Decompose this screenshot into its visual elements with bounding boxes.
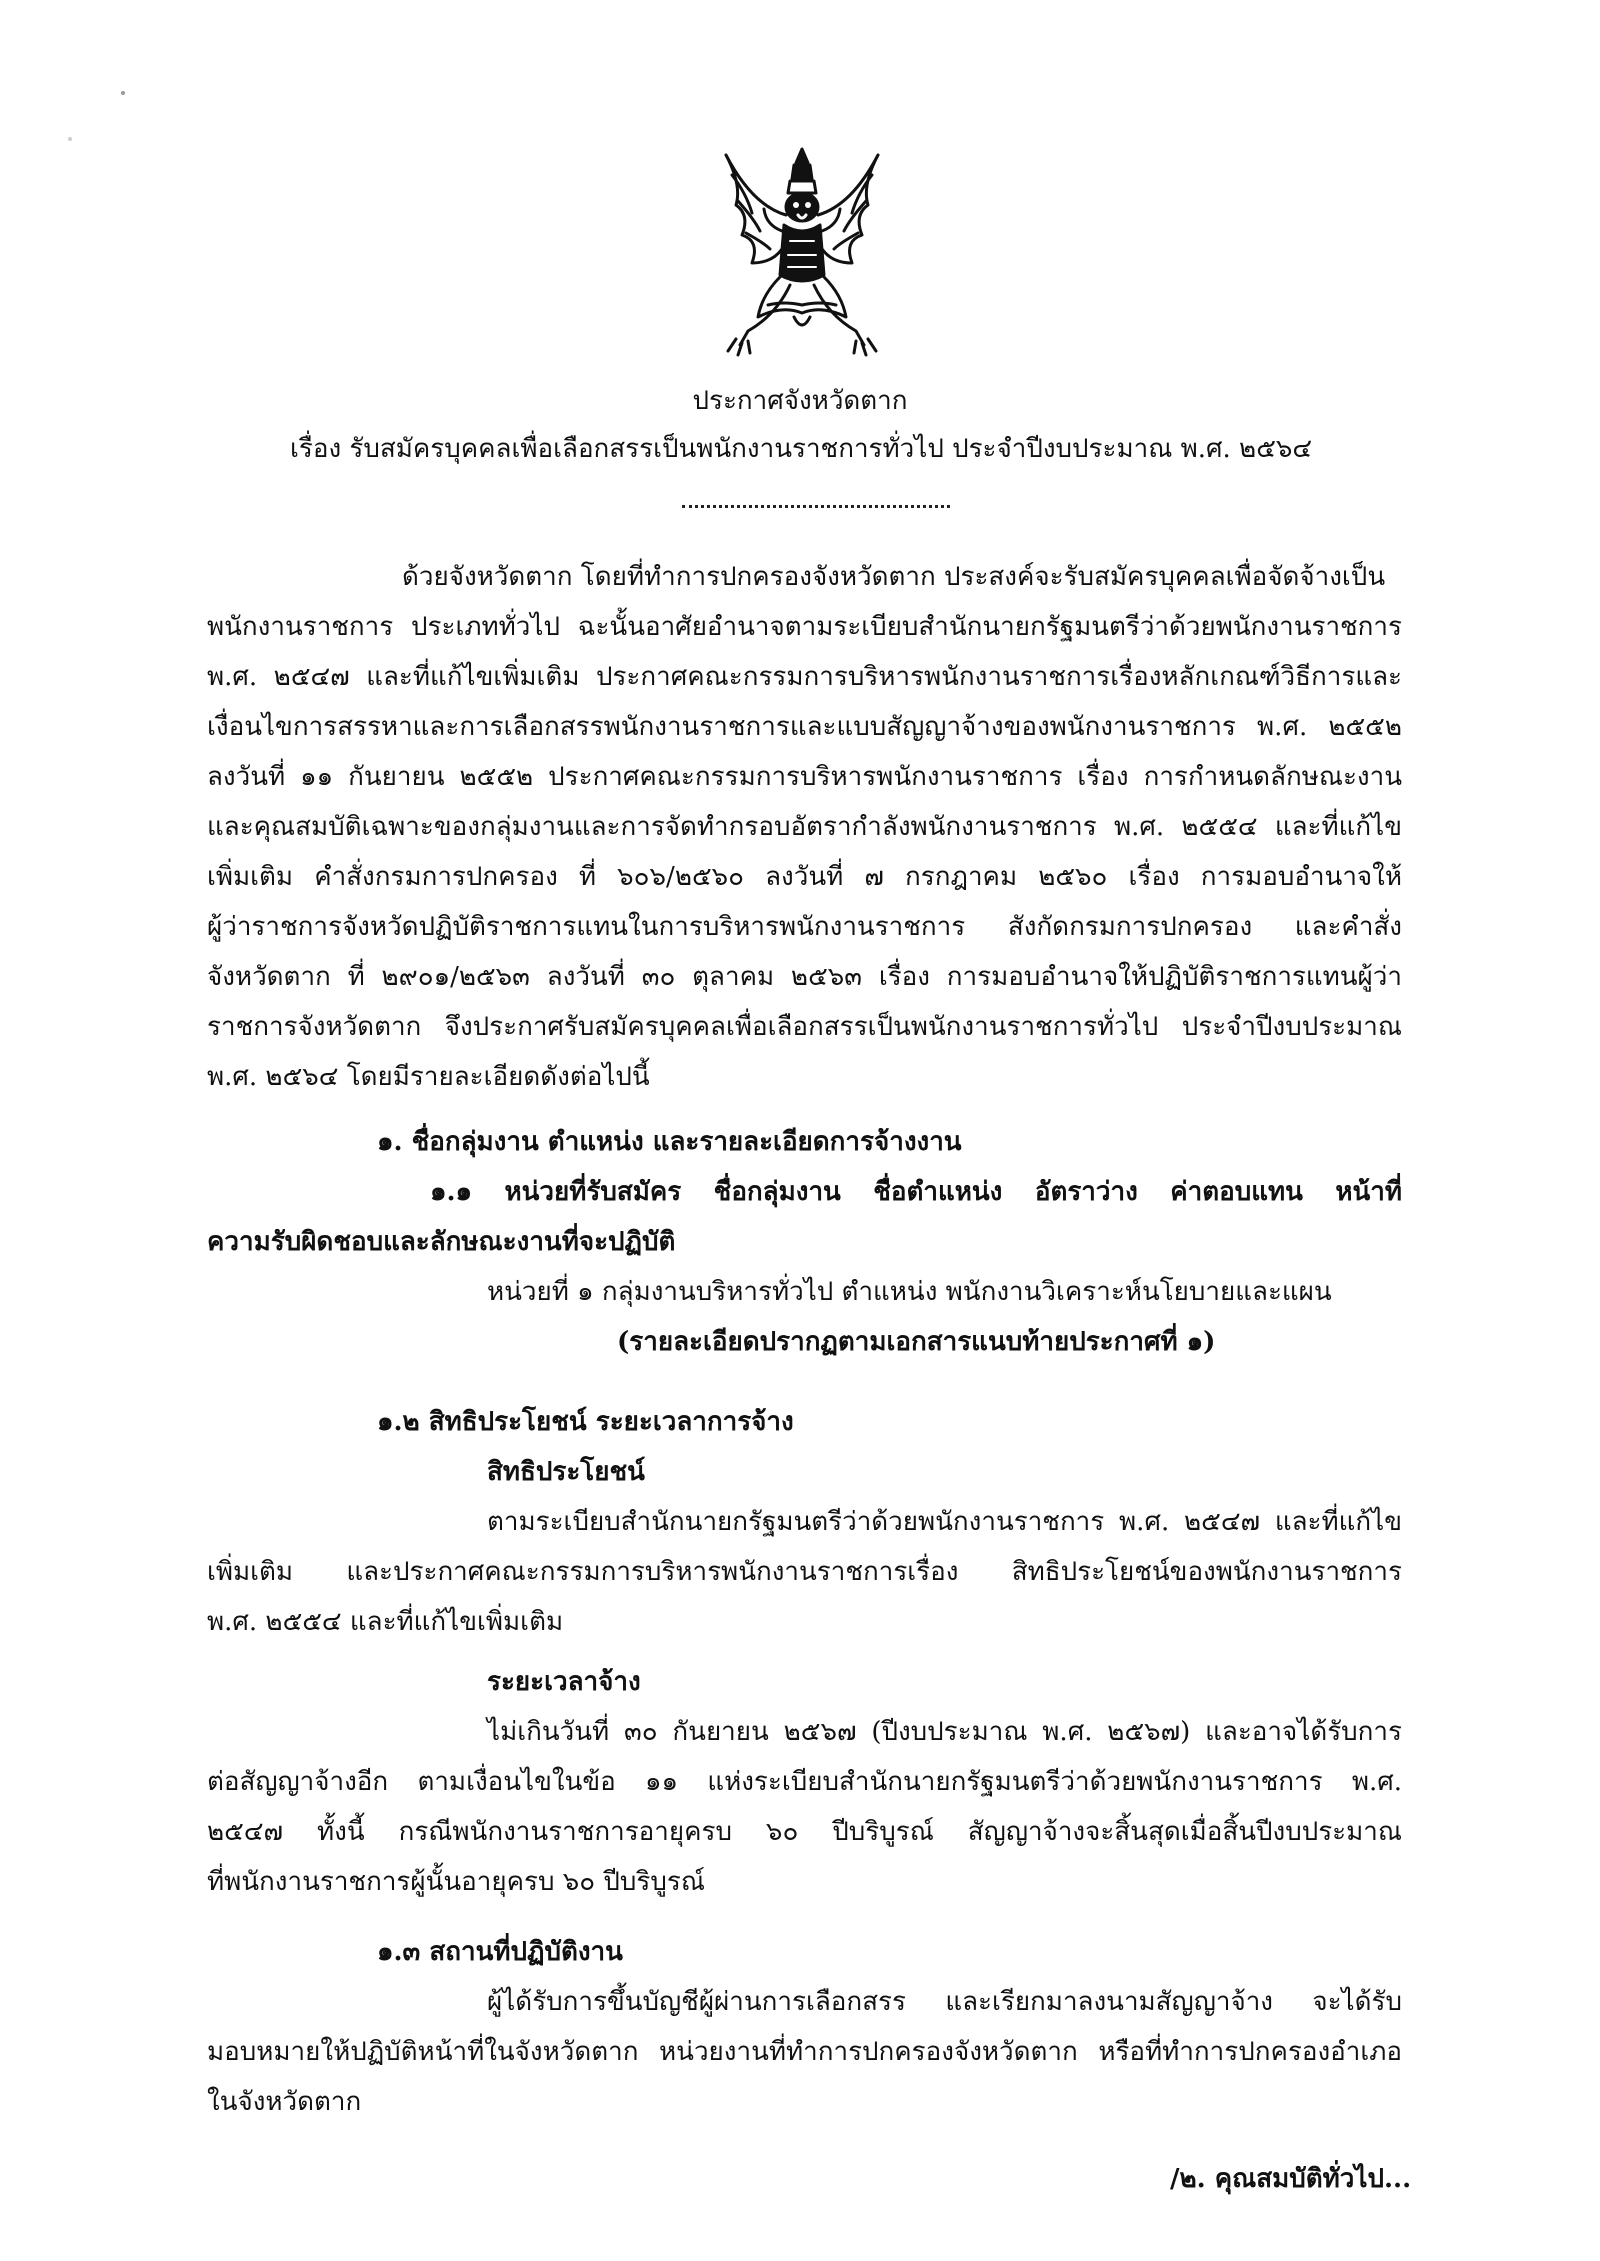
- benefits-heading: สิทธิประโยชน์: [487, 1457, 645, 1487]
- scan-speck: [121, 91, 125, 95]
- scan-speck: [68, 137, 72, 141]
- benefits-line: ตามระเบียบสำนักนายกรัฐมนตรีว่าด้วยพนักงานราชการ พ.ศ. ๒๕๔๗ และที่แก้ไข: [487, 1507, 1402, 1537]
- intro-line: พ.ศ. ๒๕๖๔ โดยมีรายละเอียดดังต่อไปนี้: [207, 1062, 650, 1092]
- continuation-note: /๒. คุณสมบัติทั่วไป...: [1170, 2164, 1412, 2194]
- workplace-line: ในจังหวัดตาก: [207, 2087, 362, 2117]
- intro-line: จังหวัดตาก ที่ ๒๙๐๑/๒๕๖๓ ลงวันที่ ๓๐ ตุลาคม ๒๕๖๓ เรื่อง การมอบอำนาจให้ปฏิบัติราชการแทนผู้ว่า: [207, 962, 1402, 992]
- intro-line: ด้วยจังหวัดตาก โดยที่ทำการปกครองจังหวัดตาก ประสงค์จะรับสมัครบุคคลเพื่อจัดจ้างเป็น: [402, 562, 1386, 592]
- title-divider: [682, 505, 950, 508]
- intro-line: เงื่อนไขการสรรหาและการเลือกสรรพนักงานราชการและแบบสัญญาจ้างของพนักงานราชการ พ.ศ. ๒๕๕๒: [207, 712, 1402, 742]
- announcement-subject: เรื่อง รับสมัครบุคคลเพื่อเลือกสรรเป็นพนักงานราชการทั่วไป ประจำปีงบประมาณ พ.ศ. ๒๕๖๔: [290, 434, 1313, 464]
- section-1-2-heading: ๑.๒ สิทธิประโยชน์ ระยะเวลาการจ้าง: [377, 1407, 794, 1437]
- intro-line: ราชการจังหวัดตาก จึงประกาศรับสมัครบุคคลเพื่อเลือกสรรเป็นพนักงานราชการทั่วไป ประจำปีงบประมาณ: [207, 1012, 1402, 1042]
- section-1-3-heading: ๑.๓ สถานที่ปฏิบัติงาน: [377, 1937, 623, 1967]
- period-line: ต่อสัญญาจ้างอีก ตามเงื่อนไขในข้อ ๑๑ แห่งระเบียบสำนักนายกรัฐมนตรีว่าด้วยพนักงานราชการ พ.ศ.: [207, 1767, 1402, 1797]
- intro-line: พ.ศ. ๒๕๔๗ และที่แก้ไขเพิ่มเติม ประกาศคณะกรรมการบริหารพนักงานราชการเรื่องหลักเกณฑ์วิธีการและ: [207, 662, 1402, 692]
- intro-line: ลงวันที่ ๑๑ กันยายน ๒๕๕๒ ประกาศคณะกรรมการบริหารพนักงานราชการ เรื่อง การกำหนดลักษณะงาน: [207, 762, 1402, 792]
- announcement-title: ประกาศจังหวัดตาก: [692, 386, 908, 416]
- section-1-heading: ๑. ชื่อกลุ่มงาน ตำแหน่ง และรายละเอียดการจ้างงาน: [377, 1127, 962, 1157]
- attachment-note: (รายละเอียดปรากฏตามเอกสารแนบท้ายประกาศที่ ๑): [617, 1327, 1216, 1357]
- period-line: ไม่เกินวันที่ ๓๐ กันยายน ๒๕๖๗ (ปีงบประมาณ พ.ศ. ๒๕๖๗) และอาจได้รับการ: [487, 1717, 1402, 1747]
- period-line: ที่พนักงานราชการผู้นั้นอายุครบ ๖๐ ปีบริบูรณ์: [207, 1867, 705, 1897]
- garuda-emblem-icon: [712, 145, 892, 357]
- intro-line: เพิ่มเติม คำสั่งกรมการปกครอง ที่ ๖๐๖/๒๕๖๐ ลงวันที่ ๗ กรกฎาคม ๒๕๖๐ เรื่อง การมอบอำนาจให้: [207, 862, 1402, 892]
- period-heading: ระยะเวลาจ้าง: [487, 1667, 641, 1697]
- unit-description: หน่วยที่ ๑ กลุ่มงานบริหารทั่วไป ตำแหน่ง พนักงานวิเคราะห์นโยบายและแผน: [487, 1277, 1332, 1307]
- intro-line: ผู้ว่าราชการจังหวัดปฏิบัติราชการแทนในการบริหารพนักงานราชการ สังกัดกรมการปกครอง และคำสั่ง: [207, 912, 1402, 942]
- intro-line: และคุณสมบัติเฉพาะของกลุ่มงานและการจัดทำกรอบอัตรากำลังพนักงานราชการ พ.ศ. ๒๕๕๔ และที่แก้ไข: [207, 812, 1402, 842]
- section-1-1-heading-cont: ความรับผิดชอบและลักษณะงานที่จะปฏิบัติ: [207, 1227, 676, 1257]
- benefits-line: เพิ่มเติม และประกาศคณะกรรมการบริหารพนักงานราชการเรื่อง สิทธิประโยชน์ของพนักงานราชการ: [207, 1557, 1402, 1587]
- workplace-line: มอบหมายให้ปฏิบัติหน้าที่ในจังหวัดตาก หน่วยงานที่ทำการปกครองจังหวัดตาก หรือที่ทำการปกครองอำเภอ: [207, 2037, 1402, 2067]
- intro-line: พนักงานราชการ ประเภททั่วไป ฉะนั้นอาศัยอำนาจตามระเบียบสำนักนายกรัฐมนตรีว่าด้วยพนักงานราชการ: [207, 612, 1402, 642]
- period-line: ๒๕๔๗ ทั้งนี้ กรณีพนักงานราชการอายุครบ ๖๐ ปีบริบูรณ์ สัญญาจ้างจะสิ้นสุดเมื่อสิ้นปีงบประมาณ: [207, 1817, 1402, 1847]
- workplace-line: ผู้ได้รับการขึ้นบัญชีผู้ผ่านการเลือกสรร และเรียกมาลงนามสัญญาจ้าง จะได้รับ: [487, 1987, 1402, 2017]
- section-1-1-heading: ๑.๑ หน่วยที่รับสมัคร ชื่อกลุ่มงาน ชื่อตำแหน่ง อัตราว่าง ค่าตอบแทน หน้าที่: [430, 1177, 1402, 1207]
- benefits-line: พ.ศ. ๒๕๕๔ และที่แก้ไขเพิ่มเติม: [207, 1607, 564, 1637]
